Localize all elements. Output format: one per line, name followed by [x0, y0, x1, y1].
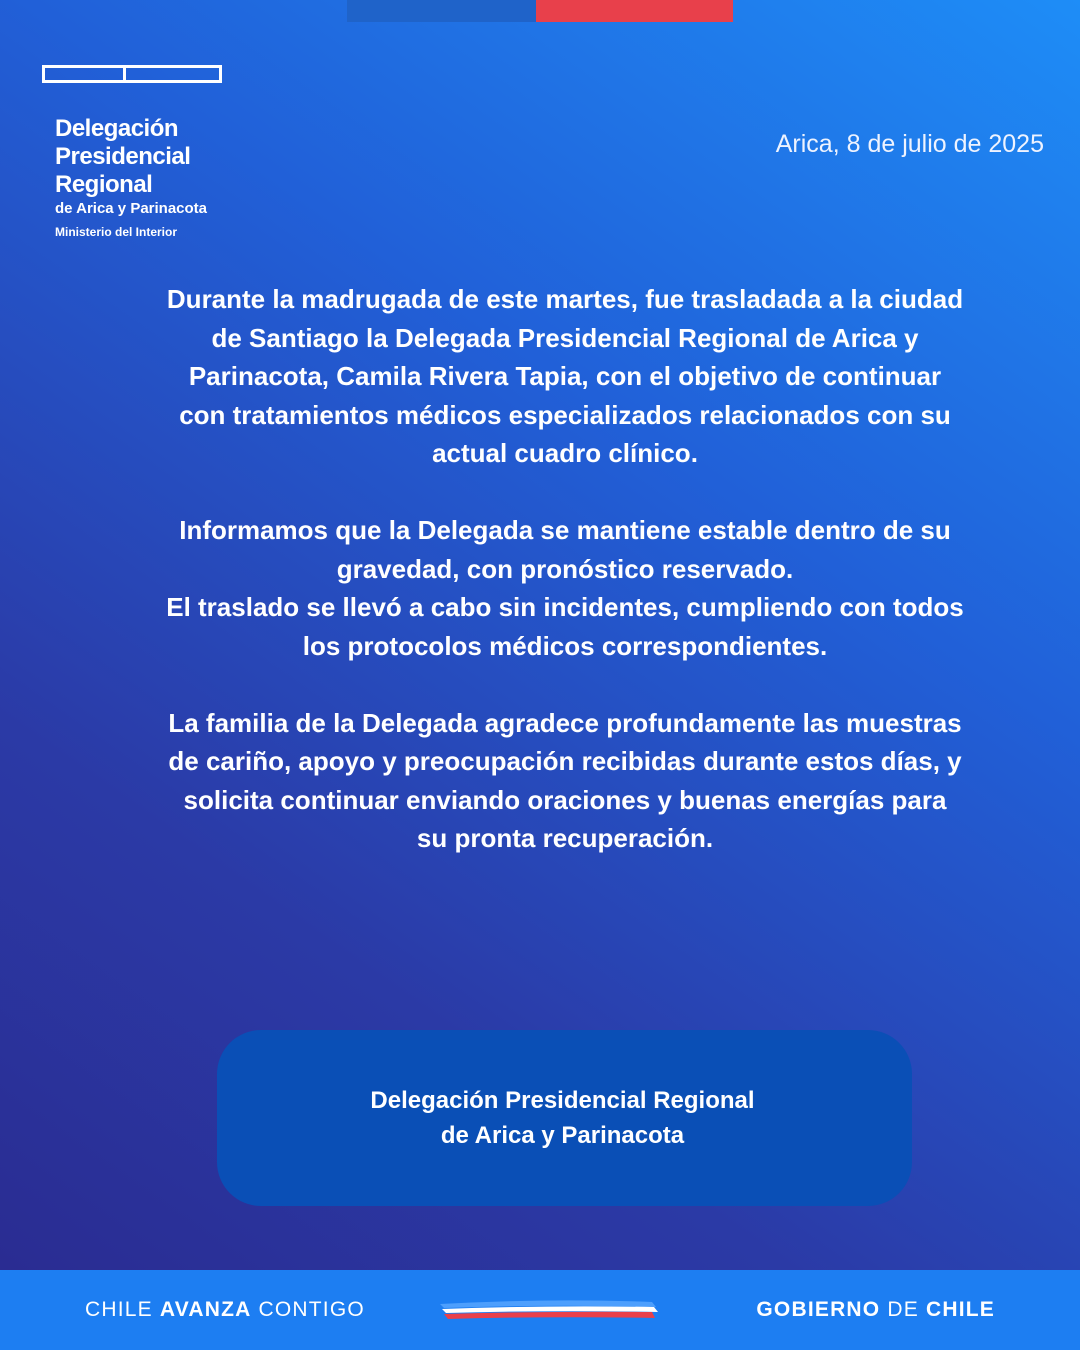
logo-name [55, 115, 242, 199]
logo-bar-icon [42, 65, 222, 83]
logo-name-line: Regional [55, 171, 153, 198]
logo-ministry: Ministerio del Interior [55, 225, 178, 239]
logo-region: de Arica y Parinacota [55, 200, 208, 217]
document-date: Arica, 8 de julio de 2025 [775, 130, 1044, 158]
statement-paragraph: Durante la madrugada de este martes, fue trasladada a la ciudad de Santiago la Delegada Presidencial Regional de Arica y Parinacota, Camila Rivera Tapia, con el objetivo de continuar con tratamientos médicos especializados relacionados con su actual cuadro clínico. [166, 284, 964, 468]
signature-line: de Arica y Parinacota [440, 1122, 685, 1149]
logo-name-line: Delegación [55, 115, 179, 142]
flag-swoosh-icon [440, 1298, 660, 1322]
footer-government-word: CHILE [918, 1298, 995, 1321]
signature-line: Delegación Presidencial Regional [370, 1087, 755, 1114]
footer-slogan-word: CONTIGO [251, 1298, 365, 1321]
statement-line: El traslado se llevó a cabo sin incidentes, cumpliendo con todos los protocolos médicos correspondientes. [166, 592, 964, 661]
signature-box [217, 1030, 912, 1206]
footer-slogan [85, 1298, 365, 1322]
statement-line: Informamos que la Delegada se mantiene estable dentro de su gravedad, con pronóstico reservado. [179, 515, 951, 584]
statement-paragraph [165, 511, 965, 665]
flag-stripe [347, 0, 733, 22]
footer-government-word: GOBIERNO [756, 1298, 888, 1321]
flag-stripe-red [536, 0, 733, 22]
flag-stripe-blue [347, 0, 536, 22]
footer-bar [0, 1270, 1080, 1350]
statement-body [165, 280, 965, 896]
footer-slogan-word: AVANZA [159, 1298, 252, 1321]
institution-logo [42, 65, 242, 239]
statement-paragraph: La familia de la Delegada agradece profundamente las muestras de cariño, apoyo y preocupación recibidas durante estos días, y solicita continuar enviando oraciones y buenas energías para su pronta recuperación. [168, 707, 962, 853]
footer-government [756, 1298, 995, 1322]
footer-government-word: DE [887, 1298, 919, 1321]
signature-text [370, 1083, 754, 1153]
logo-name-line: Presidencial [55, 143, 191, 170]
footer-slogan-word: CHILE [85, 1298, 160, 1321]
